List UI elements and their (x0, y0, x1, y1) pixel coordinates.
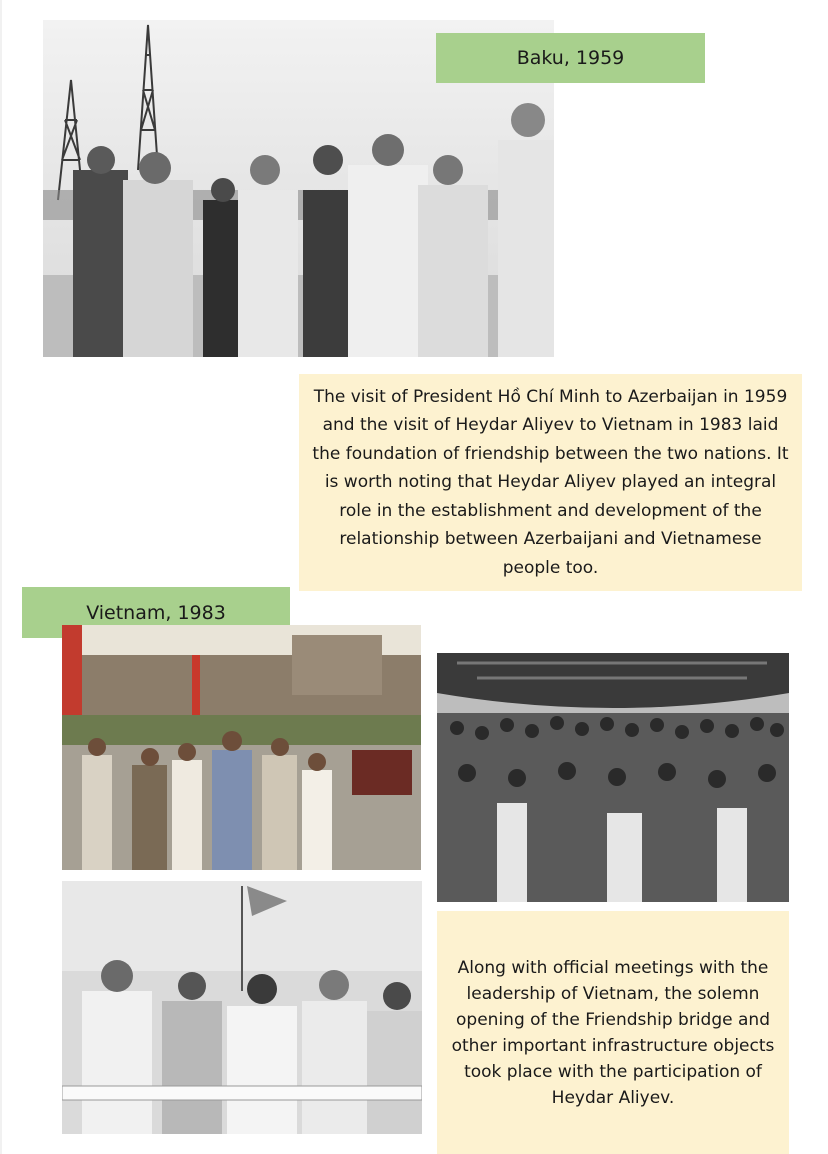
photo-ribbon-graphic (62, 881, 422, 1134)
photo-ribbon-cutting (62, 881, 422, 1134)
caption-vietnam-text: Vietnam, 1983 (86, 601, 226, 624)
page-edge (0, 0, 2, 1154)
photo-vietnam-street (62, 625, 421, 870)
intro-paragraph: The visit of President Hồ Chí Minh to Azerbaijan in 1959 and the visit of Heydar Aliyev to Vietnam in 1983 laid the foundation of friendship between the two nations. It is worth noting that Heydar Aliyev played an integral role in the establishment and development of the relationship between Azerbaijani and Vietnamese people too. (312, 386, 789, 578)
photo-street-graphic (62, 625, 421, 870)
bridge-text-box (437, 911, 789, 1154)
intro-text-box (299, 374, 802, 591)
bridge-paragraph: Along with official meetings with the leadership of Vietnam, the solemn opening of the Friendship bridge and other important infrastructure objects took place with the participation of Heydar Aliyev. (451, 957, 775, 1108)
ribbon (62, 1086, 422, 1100)
photo-crowd-bridge (437, 653, 789, 902)
caption-baku-1959 (436, 33, 705, 83)
caption-baku-text: Baku, 1959 (516, 47, 625, 69)
photo-crowd-graphic (437, 653, 789, 902)
